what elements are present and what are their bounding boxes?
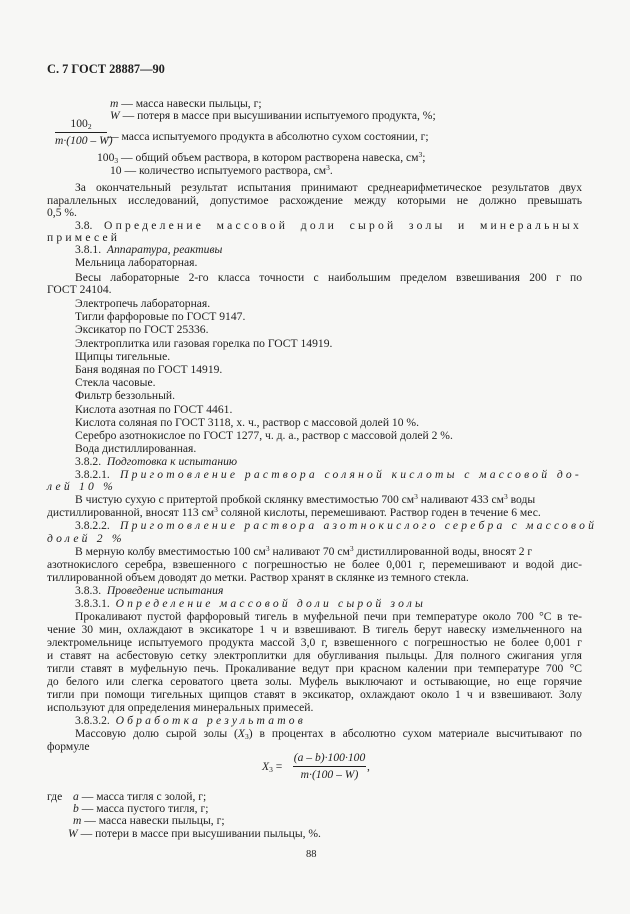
paragraph-line: электромельнице испытуемого продукта массой 3,0 г, взвешенного с погрешностью не более 0,001 г [47, 636, 582, 649]
fraction-denominator: m·(100 – W) [55, 133, 113, 147]
formula-numerator: (a – b)·100·100 [293, 751, 366, 764]
formula-fraction [293, 752, 366, 780]
formula-lhs: $X_3$ = [262, 760, 283, 774]
paragraph-line: Массовую долю сырой золы $(X_3)$ в процентах в абсолютно сухом материале высчитывают по [75, 727, 582, 741]
definition-b: b — масса пустого тигля, г; [73, 802, 209, 815]
paragraph-line: до белого или слегка сероватого цвета золы. Муфель выключают и остывающие, но еще горячие [47, 675, 582, 688]
fraction-100-2 [55, 117, 113, 147]
equipment-item: Тигли фарфоровые по ГОСТ 9147. [75, 310, 246, 323]
subsection-3-8-3-2: 3.8.3.2. Обработка результатов [75, 714, 307, 727]
page-header: С. 7 ГОСТ 28887—90 [47, 62, 165, 76]
subsection-3-8-2-1-number: 3.8.2.1. [75, 468, 110, 481]
equipment-item: Стекла часовые. [75, 376, 156, 389]
section-title-cont: примесей [47, 231, 121, 244]
paragraph-line: параллельных исследований, допустимое расхождение между которыми не должно превышать [47, 194, 582, 207]
subsection-3-8-3: 3.8.3. Проведение испытания [75, 584, 224, 597]
subsection-3-8-2-2-number: 3.8.2.2. [75, 519, 110, 532]
fraction-numerator: $100_2$ [70, 117, 92, 131]
equipment-item: Щипцы тигельные. [75, 350, 171, 363]
paragraph-line: используют для определения минеральных примесей. [47, 701, 314, 714]
subsection-3-8-2-1-title: Приготовление раствора соляной кислоты с массовой до- [120, 468, 582, 481]
equipment-item: Электроплитка или газовая горелка по ГОСТ 14919. [75, 337, 333, 350]
equipment-item: ГОСТ 24104. [47, 283, 112, 296]
paragraph-line: формуле [47, 740, 90, 753]
page-number: 88 [306, 849, 317, 860]
formula-denominator: m·(100 – W) [300, 767, 359, 781]
equipment-item: Фильтр беззольный. [75, 389, 175, 402]
definition-w: W — потеря в массе при высушивании испытуемого продукта, %; [110, 109, 436, 122]
paragraph-line: тигли при помощи тигельных щипцов ставят в эксикатор, охлаждают около 1 ч и взвешивают. Золу [47, 688, 582, 701]
equipment-item: Мельница лабораторная. [75, 256, 198, 269]
equipment-item: Эксикатор по ГОСТ 25336. [75, 323, 209, 336]
equipment-item: Электропечь лабораторная. [75, 297, 211, 310]
where-label: где [47, 790, 63, 803]
equipment-item: Кислота соляная по ГОСТ 3118, х. ч., раствор с массовой долей 10 %. [75, 416, 419, 429]
paragraph-line: Прокаливают пустой фарфоровый тигель в муфельной печи при температуре около 700 °С в те- [75, 610, 582, 623]
equipment-item: Баня водяная по ГОСТ 14919. [75, 363, 223, 376]
definition-a: a — масса тигля с золой, г; [73, 790, 207, 803]
definition-w: W — потери в массе при высушивании пыльцы, %. [68, 827, 321, 840]
paragraph-line: В чистую сухую с притертой пробкой склянку вместимостью 700 $см^3$ наливают 433 $см^3$ воды [75, 492, 536, 506]
subsection-3-8-3-1: 3.8.3.1. Определение массовой доли сырой золы [75, 597, 427, 610]
formula-bar [293, 766, 366, 767]
formula-end: , [367, 760, 370, 773]
equipment-item: Кислота азотная по ГОСТ 4461. [75, 403, 233, 416]
paragraph-line: и ставят на асбестовую сетку электроплитки для обугливания пыльцы. Для полного сжигания угля [47, 649, 582, 662]
subsection-3-8-2-2-title-cont: долей 2 % [47, 532, 125, 545]
equipment-item: Весы лабораторные 2-го класса точности с наибольшим пределом взвешивания 200 г по [75, 271, 582, 284]
definition-100-2: — масса испытуемого продукта в абсолютно сухом состоянии, г; [107, 130, 429, 143]
subsection-3-8-2-1-title-cont: лей 10 % [47, 480, 116, 493]
paragraph-line: В мерную колбу вместимостью 100 $см^3$ наливают 70 $см^3$ дистиллированной воды, вносят 2 г [75, 544, 533, 558]
fraction-bar [55, 132, 107, 133]
paragraph-line: дистиллированной, вносят 113 $см^3$ соляной кислоты, перемешивают. Раствор годен в течение 6 мес. [47, 505, 541, 519]
section-title: Определение массовой доли сырой золы и минеральных [104, 219, 582, 232]
paragraph-line: За окончательный результат испытания принимают среднеарифметическое результатов двух [75, 181, 582, 194]
paragraph-line: 0,5 %. [47, 206, 77, 219]
paragraph-line: тиллированной объем доводят до метки. Раствор хранят в склянке из темного стекла. [47, 571, 469, 584]
subsection-3-8-2: 3.8.2. Подготовка к испытанию [75, 455, 238, 468]
definition-100-3: $100_3$ — общий объем раствора, в котором растворена навеска, $см^3$; [97, 150, 426, 165]
subsection-3-8-1: 3.8.1. Аппаратура, реактивы [75, 243, 223, 256]
paragraph-line: чение 30 мин, охлаждают в эксикаторе 1 ч и взвешивают. В тигель берут навеску измельченного на [47, 623, 582, 636]
definition-m: m — масса навески пыльцы, г; [110, 97, 262, 110]
equipment-item: Серебро азотнокислое по ГОСТ 1277, ч. д. а., раствор с массовой долей 2 %. [75, 429, 453, 442]
section-number: 3.8. [75, 219, 93, 232]
equipment-item: Вода дистиллированная. [75, 442, 197, 455]
definition-10: 10 — количество испытуемого раствора, $см^3$. [110, 163, 333, 177]
paragraph-line: тигли ставят в муфельную печь. Прокаливание ведут при красном калении при температуре 700 °С [47, 662, 582, 675]
subsection-3-8-2-2-title: Приготовление раствора азотнокислого серебра с массовой [120, 519, 598, 532]
paragraph-line: азотнокислого серебра, взвешенного с погрешностью не более 0,001 г, перемешивают и водой дис- [47, 558, 582, 571]
definition-m: m — масса навески пыльцы, г; [73, 814, 225, 827]
